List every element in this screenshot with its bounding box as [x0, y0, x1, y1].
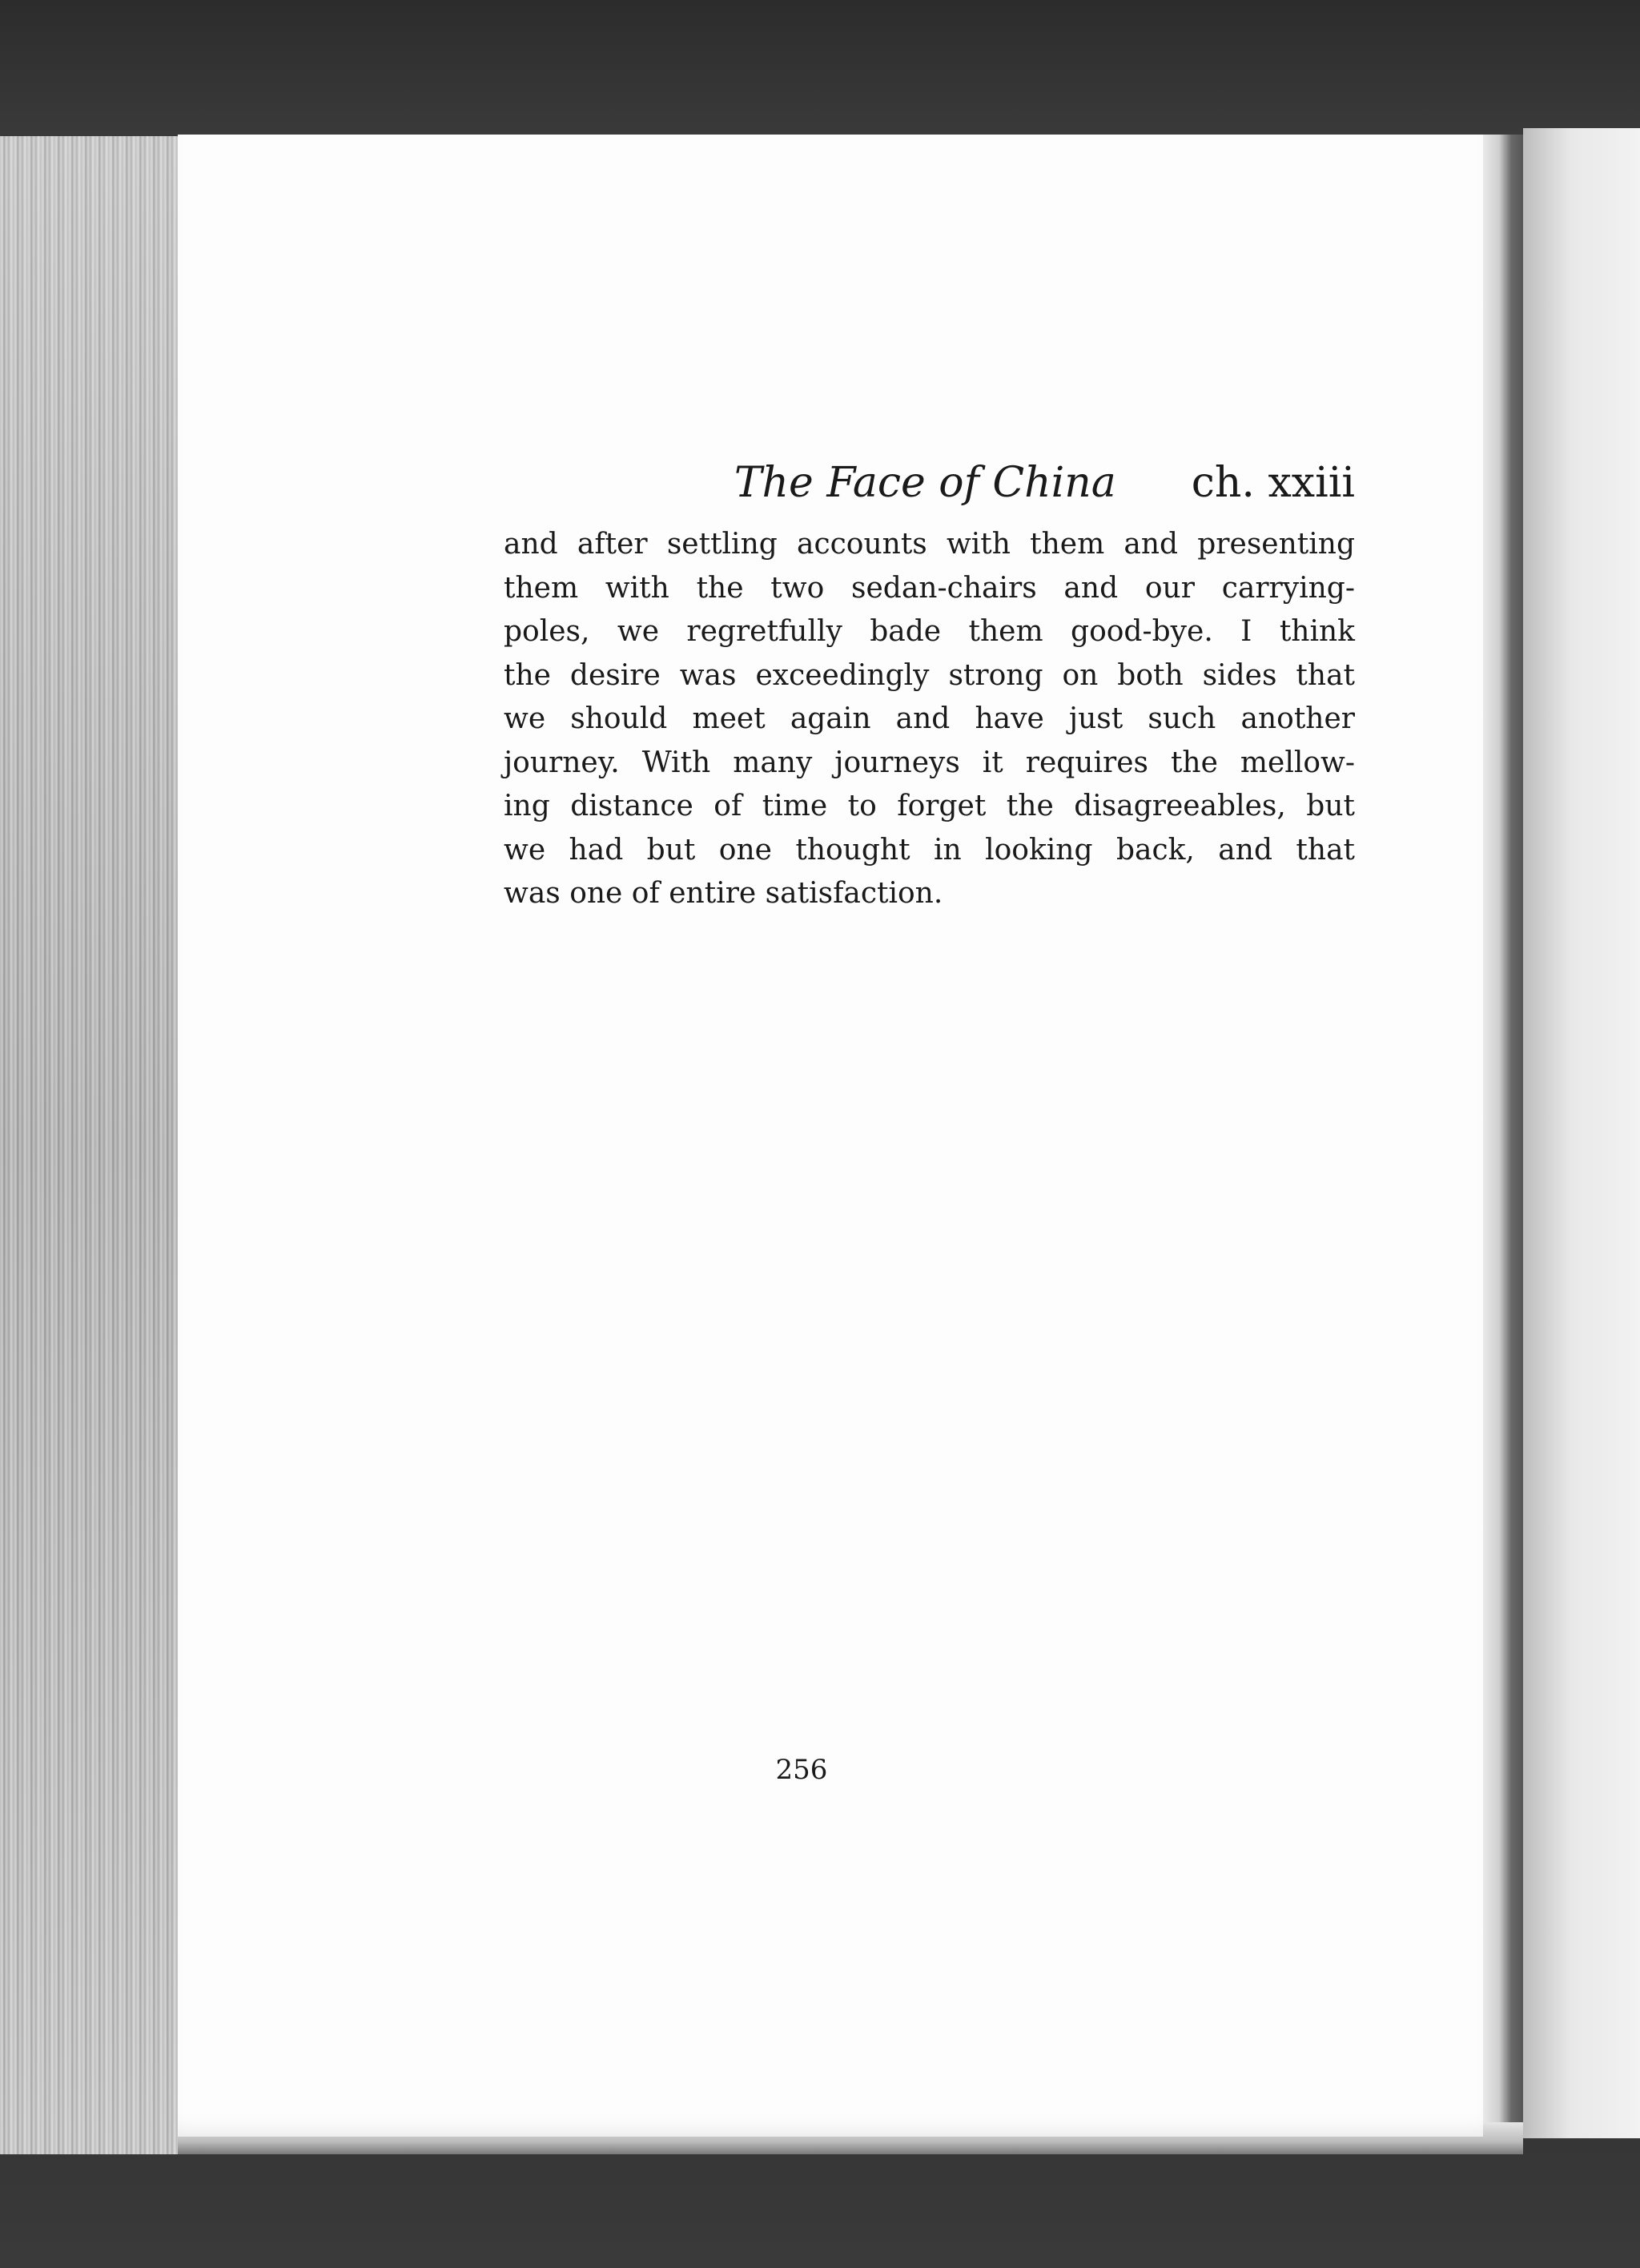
running-head-title: The Face of China — [734, 459, 1116, 507]
book-page — [178, 135, 1483, 2137]
text-line: them with the two sedan-chairs and our carrying- — [504, 571, 1355, 605]
text-line: and after settling accounts with them and presenting — [504, 528, 1355, 561]
page-number — [178, 1754, 1483, 1786]
page-number-text: 256 — [775, 1754, 828, 1786]
running-head-chapter: ch. xxiii — [1191, 459, 1355, 507]
book-gutter — [1483, 135, 1523, 2137]
text-line: the desire was exceedingly strong on both sides that — [504, 658, 1355, 692]
text-line: was one of entire satisfaction. — [504, 877, 943, 910]
text-line: we should meet again and have just such another — [504, 702, 1355, 735]
text-line: ing distance of time to forget the disagreeables, but — [504, 790, 1355, 822]
text-line: poles, we regretfully bade them good-bye. I think — [504, 615, 1355, 648]
text-line: we had but one thought in looking back, and that — [504, 833, 1355, 867]
facing-page-edge — [1523, 128, 1640, 2138]
running-head — [178, 459, 1355, 507]
book-page-edges — [0, 136, 179, 2154]
body-paragraph — [504, 523, 1355, 916]
text-line: journey. With many journeys it requires the mellow- — [504, 746, 1355, 779]
